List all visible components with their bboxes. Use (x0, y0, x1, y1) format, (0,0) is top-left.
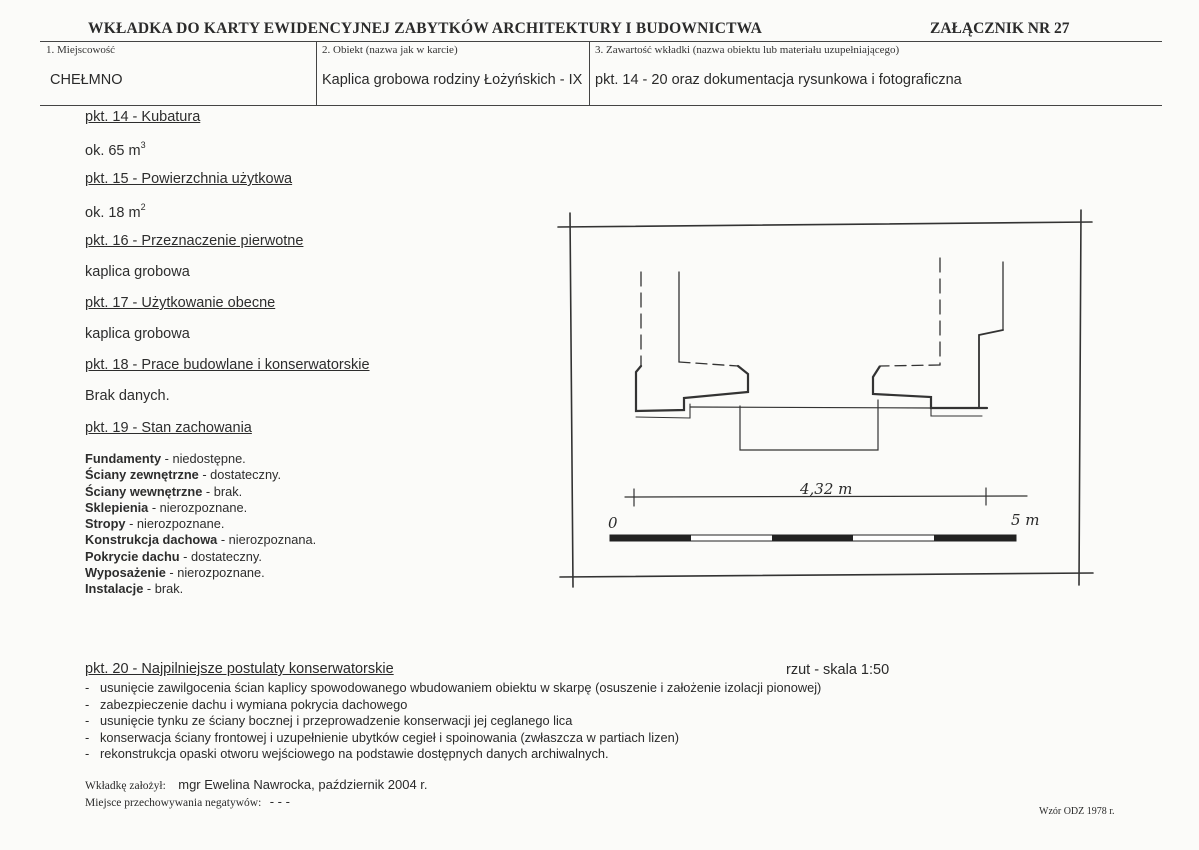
negatives-line (85, 793, 290, 811)
condition-item: Fundamenty - niedostępne. (85, 451, 246, 466)
condition-item: Pokrycie dachu - dostateczny. (85, 548, 262, 564)
scale-bar (610, 535, 1016, 541)
condition-item: Konstrukcja dachowa - nierozpoznana. (85, 532, 317, 548)
condition-item: Ściany zewnętrzne - dostateczny. (85, 467, 282, 483)
frame-bottom (560, 573, 1093, 577)
field-label-contents: 3. Zawartość wkładki (nazwa obiektu lub materiału uzupełniającego) (595, 44, 900, 56)
condition-list (85, 451, 316, 598)
frame-top (558, 222, 1092, 227)
form-model: Wzór ODZ 1978 r. (1039, 806, 1115, 817)
postulates-list (85, 680, 821, 763)
section-18-value: Brak danych. (85, 388, 170, 404)
condition-item: Wyposażenie - nierozpoznane. (85, 565, 265, 581)
field-label-object: 2. Obiekt (nazwa jak w karcie) (322, 44, 458, 56)
list-item: - rekonstrukcja opaski otworu wejściowego na podstawie dostępnych danych archiwalnych. (85, 746, 821, 763)
field-divider-1 (316, 41, 317, 106)
author-label: Wkładkę założył: (85, 780, 166, 792)
condition-item: Sklepienia - nierozpoznane. (85, 499, 248, 515)
section-17-value: kaplica grobowa (85, 326, 190, 342)
field-label-locality: 1. Miejscowość (46, 44, 116, 56)
scale-end-label: 5 m (1011, 511, 1040, 529)
annex-number: ZAŁĄCZNIK NR 27 (930, 20, 1070, 37)
list-item: - zabezpieczenie dachu i wymiana pokrycia dachowego (85, 697, 821, 714)
dimension-label: 4,32 m (800, 480, 853, 498)
field-value-contents: pkt. 14 - 20 oraz dokumentacja rysunkowa i fotograficzna (595, 72, 962, 88)
condition-item: Stropy - nierozpoznane. (85, 516, 225, 532)
scale-start-label: 0 (608, 514, 618, 532)
list-item: - usunięcie zawilgocenia ścian kaplicy spowodowanego wbudowaniem obiektu w skarpę (osuszenie i założenie izolacji pionowej) (85, 680, 821, 697)
list-item: - usunięcie tynku ze ściany bocznej i przeprowadzenie konserwacji jej ceglanego lica (85, 713, 821, 730)
plan-entrance-step (740, 400, 878, 450)
section-15-title: pkt. 15 - Powierzchnia użytkowa (85, 171, 293, 187)
frame-left (570, 213, 573, 587)
plan-left-wall (636, 272, 748, 418)
section-20-title: pkt. 20 - Najpilniejsze postulaty konserwatorskie (85, 661, 394, 677)
section-16-title: pkt. 16 - Przeznaczenie pierwotne (85, 233, 304, 249)
field-value-object: Kaplica grobowa rodziny Łożyńskich - IX (322, 72, 583, 88)
section-15-value: ok. 18 $m^2$ (85, 202, 146, 221)
section-14-value: ok. 65 $m^3$ (85, 140, 146, 159)
frame-right (1079, 210, 1081, 585)
plan-right-wall (873, 258, 1003, 416)
section-16-value: kaplica grobowa (85, 264, 190, 280)
negatives-value: - - - (269, 794, 290, 809)
negatives-label: Miejsce przechowywania negatywów: (85, 797, 262, 809)
section-19-title: pkt. 19 - Stan zachowania (85, 420, 252, 436)
header-rule (40, 41, 1162, 42)
section-17-title: pkt. 17 - Użytkowanie obecne (85, 295, 276, 311)
section-18-title: pkt. 18 - Prace budowlane i konserwatorskie (85, 357, 370, 373)
condition-item: Ściany wewnętrzne - brak. (85, 483, 243, 499)
condition-item: Instalacje - brak. (85, 581, 184, 597)
form-title: WKŁADKA DO KARTY EWIDENCYJNEJ ZABYTKÓW ARCHITEKTURY I BUDOWNICTWA (88, 20, 763, 37)
author-value: mgr Ewelina Nawrocka, październik 2004 r. (178, 777, 428, 792)
fields-bottom-rule (40, 105, 1162, 106)
drawing-caption: rzut - skala 1:50 (786, 662, 890, 678)
field-value-locality: CHEŁMNO (50, 72, 123, 88)
section-14-title: pkt. 14 - Kubatura (85, 109, 201, 125)
author-line (85, 776, 428, 794)
field-divider-2 (589, 41, 590, 106)
list-item: - konserwacja ściany frontowej i uzupełnienie ubytków cegieł i spoinowania (zwłaszcza w partiach lizen) (85, 730, 821, 747)
